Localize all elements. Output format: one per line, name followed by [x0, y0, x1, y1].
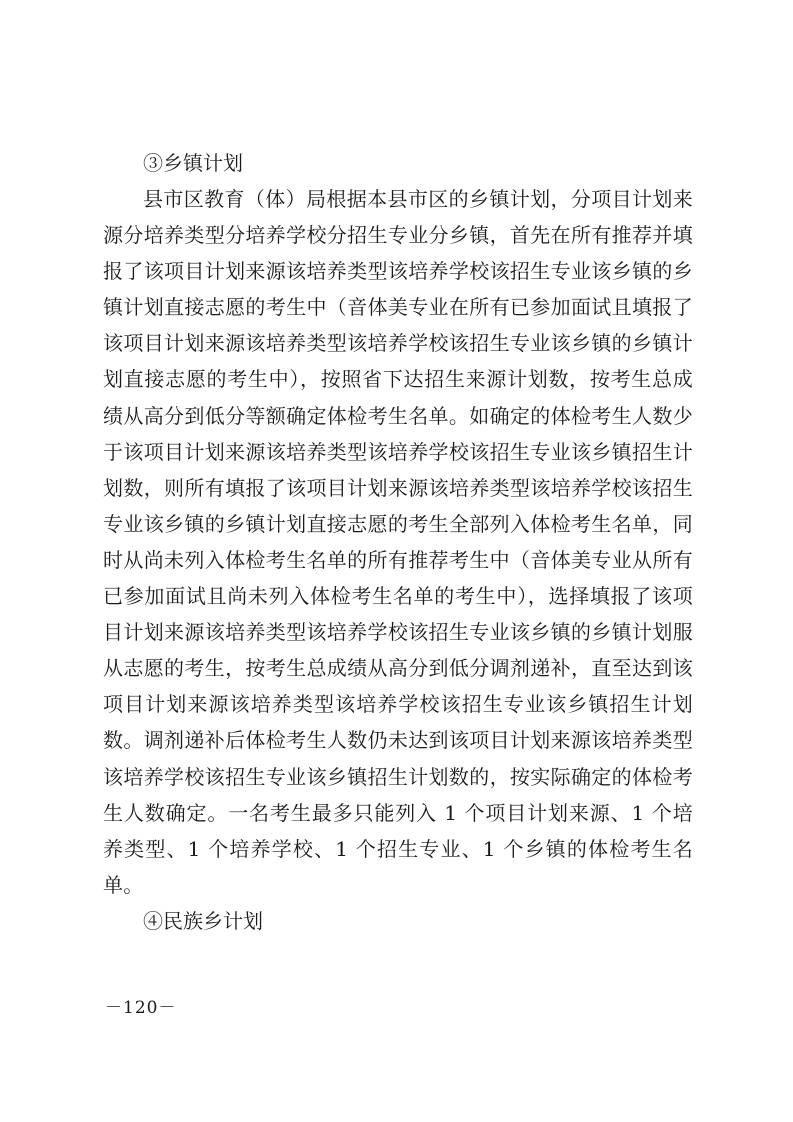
section-heading-ethnic-township-plan: ④民族乡计划 [143, 908, 263, 933]
body-paragraph-township-plan: 县市区教育（体）局根据本县市区的乡镇计划，分项目计划来源分培养类型分培养学校分招生专业分乡镇，首先在所有推荐并填报了该项目计划来源该培养类型该培养学校该招生专业该乡镇的乡镇计划直接志愿的考生中（音体美专业在所有已参加面试且填报了该项目计划来源该培养类型该培养学校该招生专业该乡镇的乡镇计划直接志愿的考生中），按照省下达招生来源计划数，按考生总成绩从高分到低分等额确定体检考生名单。如确定的体检考生人数少于该项目计划来源该培养类型该培养学校该招生专业该乡镇招生计划数，则所有填报了该项目计划来源该培养类型该培养学校该招生专业该乡镇的乡镇计划直接志愿的考生全部列入体检考生名单，同时从尚未列入体检考生名单的所有推荐考生中（音体美专业从所有已参加面试且尚未列入体检考生名单的考生中），选择填报了该项目计划来源该培养类型该培养学校该招生专业该乡镇的乡镇计划服从志愿的考生，按考生总成绩从高分到低分调剂递补，直至达到该项目计划来源该培养类型该培养学校该招生专业该乡镇招生计划数。调剂递补后体检考生人数仍未达到该项目计划来源该培养类型该培养学校该招生专业该乡镇招生计划数的，按实际确定的体检考生人数确定。一名考生最多只能列入 1 个项目计划来源、1 个培养类型、1 个培养学校、1 个招生专业、1 个乡镇的体检考生名单。 [103, 187, 693, 897]
section-heading-township-plan: ③乡镇计划 [143, 151, 243, 175]
page-content [103, 145, 693, 939]
page-number: －120－ [105, 998, 177, 1018]
